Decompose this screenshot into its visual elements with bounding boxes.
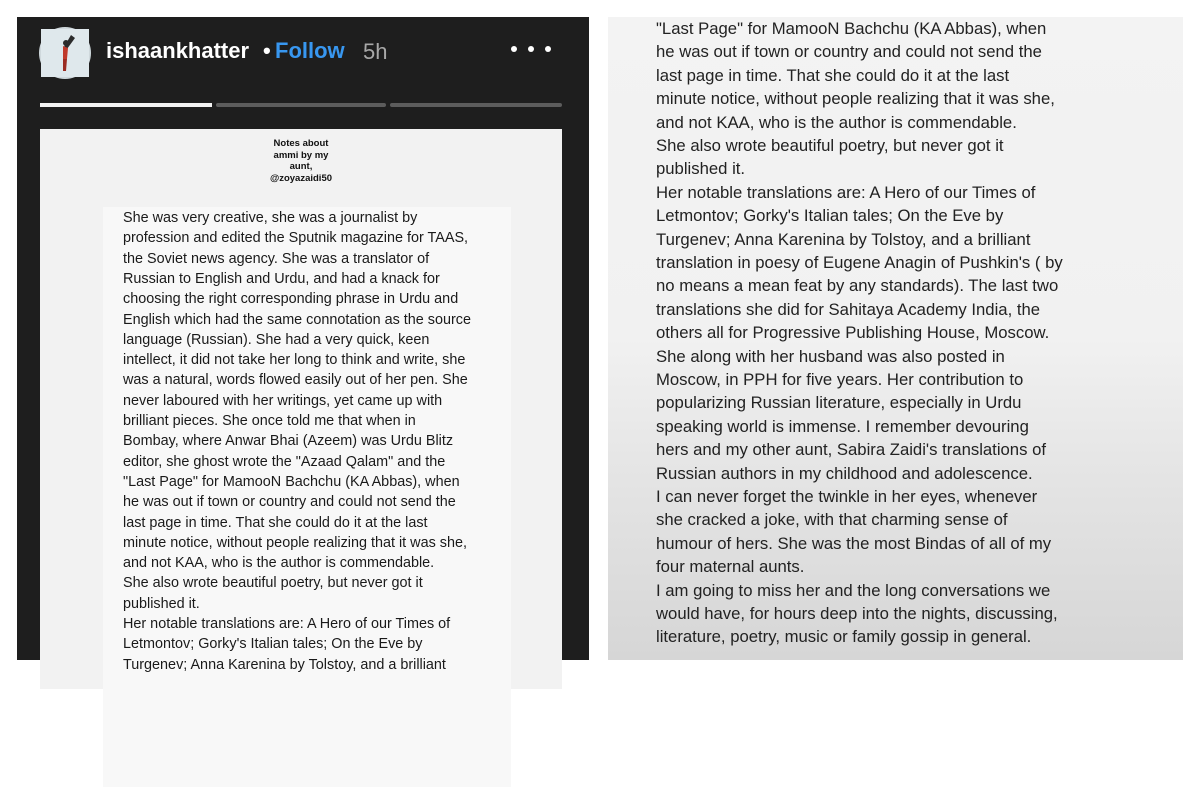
text-line: he was out if town or country and could not send the: [656, 42, 1042, 62]
text-line: humour of hers. She was the most Bindas of all of my: [656, 533, 1052, 553]
text-line: was a natural, words flowed easily out of her pen. She: [123, 372, 468, 389]
text-line: the Soviet news agency. She was a translator of: [123, 250, 430, 267]
text-line: she cracked a joke, with that charming sense of: [656, 510, 1008, 530]
text-line: Letmontov; Gorky's Italian tales; On the Eve by: [656, 206, 1004, 226]
avatar-person-icon: [41, 29, 89, 77]
story-content-card: [40, 129, 562, 689]
text-line: Moscow, in PPH for five years. Her contribution to: [656, 370, 1024, 389]
notes-title-line: aunt,: [289, 161, 313, 172]
text-line: She also wrote beautiful poetry, but never got it: [123, 575, 423, 592]
text-line: last page in time. That she could do it at the last: [656, 65, 1010, 85]
notes-title-line: ammi by my: [273, 149, 329, 161]
text-line: published it.: [123, 595, 200, 612]
text-line: minute notice, without people realizing that it was she,: [123, 534, 467, 551]
text-line: Her notable translations are: A Hero of our Times of: [656, 182, 1036, 202]
text-line: and not KAA, who is the author is commendable.: [123, 555, 435, 572]
text-line: he was out if town or country and could not send the: [123, 494, 456, 511]
text-line: literature, poetry, music or family gossip in general.: [656, 627, 1032, 647]
text-line: She along with her husband was also posted in: [656, 346, 1005, 366]
text-line: would have, for hours deep into the nights, discussing,: [656, 604, 1058, 623]
text-line: language (Russian). She had a very quick, keen: [123, 331, 430, 348]
text-line: Turgenev; Anna Karenina by Tolstoy, and a brilliant: [123, 656, 446, 673]
text-line: translation in poesy of Eugene Anagin of Pushkin's ( by: [656, 253, 1063, 272]
text-line: choosing the right corresponding phrase in Urdu and: [123, 291, 459, 308]
text-line: I am going to miss her and the long conversations we: [656, 580, 1051, 600]
text-line: Letmontov; Gorky's Italian tales; On the Eve by: [123, 636, 423, 653]
text-line: Russian authors in my childhood and adolescence.: [656, 463, 1033, 483]
text-line: "Last Page" for MamooN Bachchu (KA Abbas), when: [656, 19, 1047, 38]
follow-button[interactable]: Follow: [275, 38, 345, 63]
text-line: translations she did for Sahitaya Academy India, the: [656, 299, 1041, 319]
story-progress-segment: [40, 103, 212, 107]
username[interactable]: ishaankhatter: [106, 38, 250, 63]
text-line: never laboured with her writings, yet came up with: [123, 392, 443, 409]
story-header: [17, 17, 589, 107]
text-line: Her notable translations are: A Hero of our Times of: [123, 616, 451, 632]
notes-title: [40, 138, 562, 184]
text-line: popularizing Russian literature, especially in Urdu: [656, 393, 1022, 413]
text-line: no means a mean feat by any standards). The last two: [656, 276, 1059, 296]
text-line: published it.: [656, 159, 746, 179]
text-line: minute notice, without people realizing that it was she,: [656, 89, 1055, 109]
notes-title-line: Notes about: [273, 138, 329, 149]
text-line: Turgenev; Anna Karenina by Tolstoy, and a brilliant: [656, 229, 1031, 249]
more-options-icon[interactable]: [507, 35, 555, 63]
notes-title-line: @zoyazaidi50: [269, 172, 333, 184]
text-line: last page in time. That she could do it at the last: [123, 514, 428, 531]
text-line: intellect, it did not take her long to think and write, she: [123, 352, 466, 369]
text-line: brilliant pieces. She once told me that when in: [123, 413, 416, 429]
text-line: profession and edited the Sputnik magazine for TAAS,: [123, 230, 469, 247]
text-line: four maternal aunts.: [656, 557, 805, 577]
text-line: speaking world is immense. I remember devouring: [656, 416, 1029, 436]
continuation-card: [640, 17, 1156, 660]
header-separator: •: [263, 38, 271, 63]
text-line: I can never forget the twinkle in her eyes, whenever: [656, 487, 1038, 506]
text-line: Bombay, where Anwar Bhai (Azeem) was Urdu Blitz: [123, 433, 454, 450]
text-line: "Last Page" for MamooN Bachchu (KA Abbas), when: [123, 473, 460, 490]
story-progress-segment: [390, 103, 562, 107]
story-progress-segment: [216, 103, 386, 107]
text-line: and not KAA, who is the author is commendable.: [656, 112, 1017, 132]
text-line: English which had the same connotation as the source: [123, 311, 471, 328]
text-line: She was very creative, she was a journalist by: [123, 210, 418, 226]
text-line: hers and my other aunt, Sabira Zaidi's translations of: [656, 440, 1046, 460]
notes-text-left: [103, 207, 511, 787]
text-line: Russian to English and Urdu, and had a knack for: [123, 270, 440, 287]
text-line: others all for Progressive Publishing House, Moscow.: [656, 323, 1050, 343]
profile-avatar[interactable]: [39, 27, 91, 79]
story-panel: [17, 17, 589, 673]
post-time: 5h: [363, 39, 388, 64]
continuation-panel: [608, 17, 1183, 660]
text-line: She also wrote beautiful poetry, but never got it: [656, 136, 1004, 155]
text-line: editor, she ghost wrote the "Azaad Qalam" and the: [123, 453, 446, 470]
